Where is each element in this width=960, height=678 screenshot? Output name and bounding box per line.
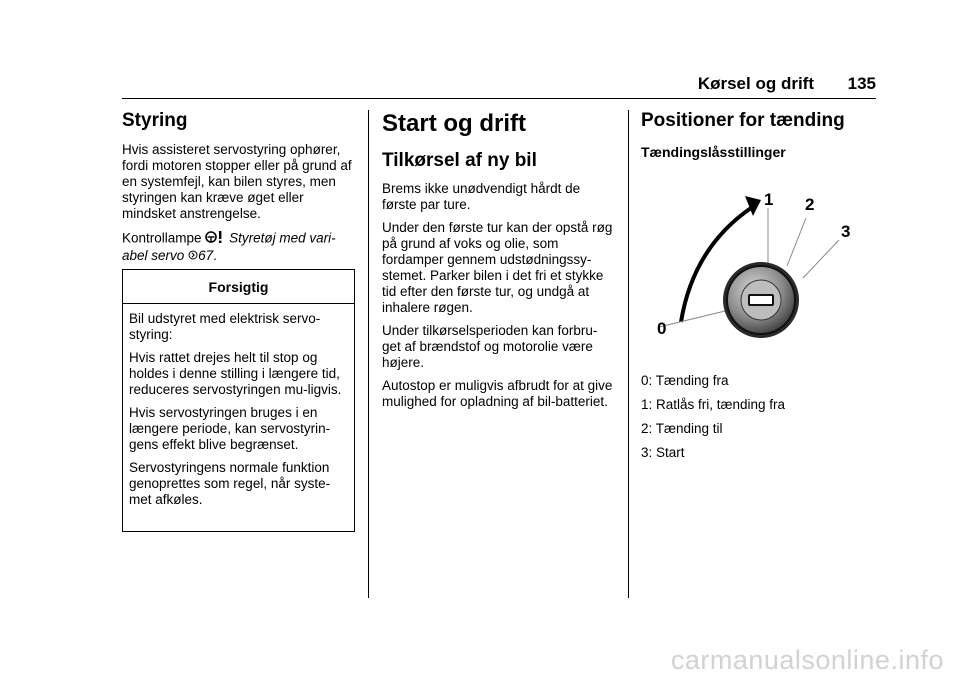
page-reference-arrow-icon xyxy=(188,248,198,264)
ignition-label-3: 3 xyxy=(841,222,851,241)
caution-body xyxy=(129,311,349,515)
page-header xyxy=(672,74,876,96)
section-heading-start-og-drift: Start og drift xyxy=(382,110,526,137)
reference-line xyxy=(122,230,358,264)
tilkorsel-paragraph-3: Under tilkørselsperioden kan forbru-get af brændstof og motorolie være højere. xyxy=(382,323,598,370)
subheading-tilkorsel: Tilkørsel af ny bil xyxy=(382,150,537,171)
list-item: 0: Tænding fra xyxy=(641,373,729,388)
steering-warning-icon xyxy=(205,230,225,248)
running-title: Kørsel og drift xyxy=(697,74,814,93)
list-item: 2: Tænding til xyxy=(641,421,723,436)
section-heading-positioner: Positioner for tænding xyxy=(641,110,845,131)
caution-title: Forsigtig xyxy=(208,279,269,295)
column-divider-1 xyxy=(368,110,369,598)
section-heading-styring: Styring xyxy=(122,110,188,131)
column-2 xyxy=(382,110,614,417)
reference-end: . xyxy=(213,248,217,263)
caution-rule xyxy=(123,303,354,304)
reference-title-line2: abel servo xyxy=(122,248,185,263)
caution-box xyxy=(122,269,355,532)
watermark: carmanualsonline.info xyxy=(670,645,944,675)
column-3 xyxy=(641,110,877,160)
reference-title-line1: Styretøj med vari- xyxy=(229,230,336,246)
caution-paragraph-2: Hvis rattet drejes helt til stop og holdes i denne stilling i længere tid, reduceres servostyringen mu-ligvis. xyxy=(129,350,342,397)
reference-prefix: Kontrollampe xyxy=(122,230,202,246)
ignition-label-2: 2 xyxy=(805,195,815,214)
caution-paragraph-3: Hvis servostyringen bruges i en længere periode, kan servostyrin-gens effekt blive begrænset. xyxy=(129,405,331,452)
caution-paragraph-4: Servostyringens normale funktion genoprettes som regel, når syste-met afkøles. xyxy=(129,460,331,507)
list-item: 1: Ratlås fri, tænding fra xyxy=(641,397,786,412)
styring-paragraph: Hvis assisteret servostyring ophører, fordi motoren stopper eller på grund af en systemfejl, kan bilen styres, men styringen kan kræve øget eller mindsket anstrengelse. xyxy=(122,142,352,221)
caution-paragraph-1: Bil udstyret med elektrisk servo-styring: xyxy=(129,311,321,342)
ignition-switch-figure xyxy=(641,178,877,358)
ignition-label-1: 1 xyxy=(764,190,774,209)
tilkorsel-paragraph-2: Under den første tur kan der opstå røg på grund af voks og olie, som fordamper gennem udstødningssy-stemet. Parker bilen i det fri et stykke tid efter den første tur, og undgå at inhalere røgen. xyxy=(382,220,613,315)
tilkorsel-paragraph-4: Autostop er muligvis afbrudt for at give mulighed for opladning af bil-batteriet. xyxy=(382,378,613,409)
header-rule xyxy=(122,98,876,99)
page-number: 135 xyxy=(847,74,876,93)
ignition-positions-list xyxy=(641,373,877,469)
list-item: 3: Start xyxy=(641,445,685,460)
reference-page[interactable]: 67 xyxy=(198,248,214,263)
subheading-taendingslaas: Tændingslåsstillinger xyxy=(641,144,786,160)
column-divider-2 xyxy=(628,110,629,598)
ignition-label-0: 0 xyxy=(657,319,667,338)
tilkorsel-paragraph-1: Brems ikke unødvendigt hårdt de første par ture. xyxy=(382,181,581,212)
column-1 xyxy=(122,110,358,264)
